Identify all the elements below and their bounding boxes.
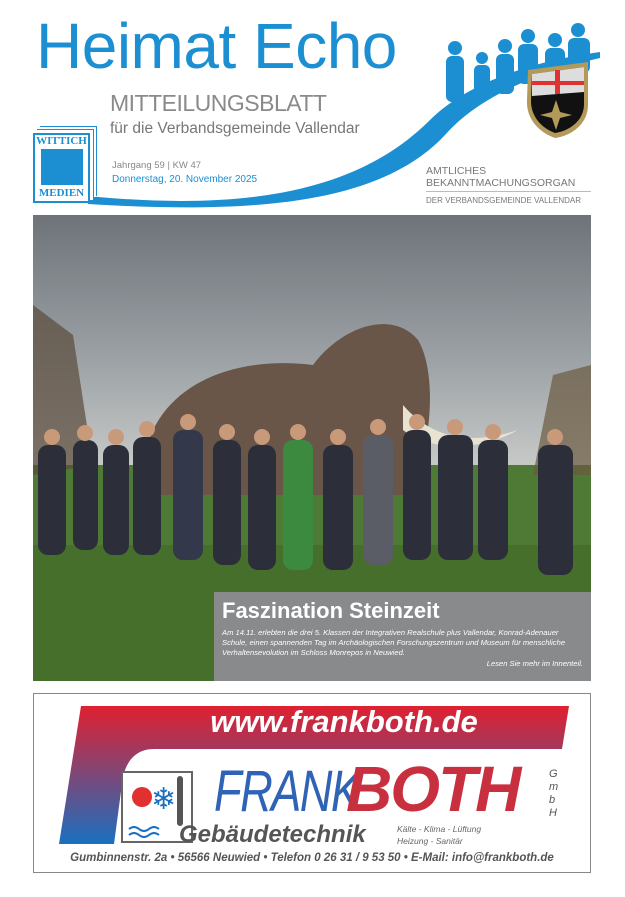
services bbox=[397, 823, 481, 847]
volume-issue: Jahrgang 59 | KW 47 bbox=[112, 160, 202, 171]
coat-of-arms-icon bbox=[527, 62, 588, 138]
brand-both: BOTH bbox=[346, 753, 520, 825]
read-more-note: Lesen Sie mehr im Innenteil. bbox=[486, 659, 583, 668]
official-line-3: DER VERBANDSGEMEINDE VALLENDAR bbox=[426, 196, 581, 205]
cover-story-headline: Faszination Steinzeit bbox=[222, 598, 440, 623]
official-line-2: BEKANNTMACHUNGSORGAN bbox=[426, 177, 576, 189]
issue-date: Donnerstag, 20. November 2025 bbox=[112, 174, 258, 185]
brand-frank: FRANK bbox=[214, 759, 360, 824]
brand-tagline: Gebäudetechnik bbox=[179, 821, 366, 848]
brand-gmbh: GmbH bbox=[549, 768, 559, 819]
official-organ-label bbox=[426, 165, 575, 189]
services-line-1: Kälte - Klima - Lüftung bbox=[397, 824, 482, 834]
ad-website-link[interactable]: www.frankboth.de bbox=[210, 704, 478, 739]
svg-text:❄: ❄ bbox=[151, 782, 177, 817]
logo-text-bottom: MEDIEN bbox=[38, 187, 85, 199]
newspaper-title: Heimat Echo bbox=[36, 10, 397, 82]
official-line-1: AMTLICHES bbox=[426, 165, 487, 177]
newspaper-subtitle: MITTEILUNGSBLATT bbox=[110, 90, 327, 116]
frankboth-advertisement bbox=[33, 693, 591, 873]
ad-contact-address: Gumbinnenstr. 2a • 56566 Neuwied • Telefon 0 26 31 / 9 53 50 • E-Mail: info@frankboth.de bbox=[70, 852, 554, 864]
services-line-2: Heizung - Sanitär bbox=[397, 836, 463, 846]
wittich-medien-logo bbox=[33, 133, 90, 203]
cover-story-caption bbox=[214, 592, 591, 681]
divider bbox=[426, 191, 591, 192]
newspaper-region: für die Verbandsgemeinde Vallendar bbox=[110, 120, 360, 137]
cover-story-text: Am 14.11. erlebten die drei 5. Klassen der Integrativen Realschule plus Vallendar, Konrad-Adenauer Schule, einen spannenden Tag im Archäologischen Forschungszentrum und Museum für menschliche Verhaltensevolution im Schloss Monrepos in Neuwied. bbox=[222, 628, 566, 657]
logo-mark-icon bbox=[41, 149, 83, 185]
logo-text-top: WITTICH bbox=[36, 135, 87, 147]
